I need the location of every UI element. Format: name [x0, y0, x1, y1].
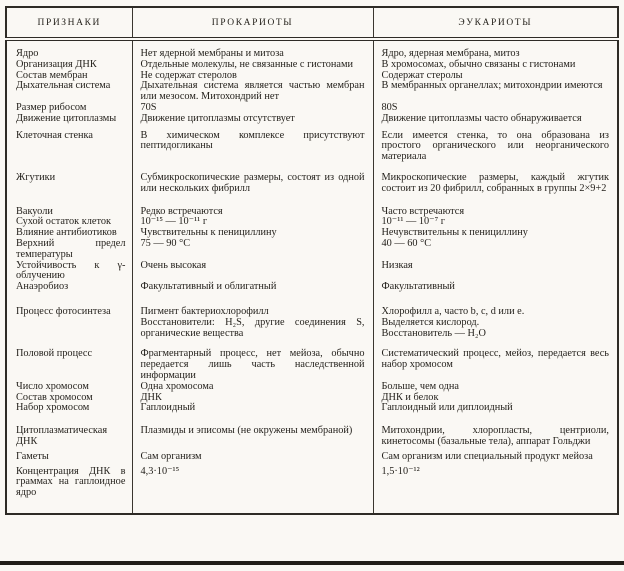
table-row — [6, 114, 618, 125]
table-row — [6, 39, 618, 60]
feature-cell: Число хромосом — [16, 380, 89, 392]
table-row — [6, 463, 618, 514]
prokaryote-cell: Гаплоидный — [132, 403, 373, 414]
feature-cell: Жгутики — [16, 171, 56, 183]
feature-cell: Организация ДНК — [16, 58, 97, 70]
column-header-features: ПРИЗНАКИ — [6, 7, 132, 39]
table-row — [6, 195, 618, 218]
feature-cell: Состав мембран — [16, 69, 88, 81]
feature-cell: Верхний предел температуры — [16, 237, 126, 260]
eukaryote-cell: ДНК и белок — [373, 393, 618, 404]
feature-cell: Состав хромосом — [16, 391, 93, 403]
cell-line: Выделяется кислород. — [381, 316, 480, 328]
eukaryote-cell: 80S — [373, 103, 618, 114]
table-row — [6, 414, 618, 448]
feature-cell: Размер рибосом — [16, 101, 87, 113]
feature-cell: Анаэробиоз — [16, 281, 69, 293]
feature-cell: Половой процесс — [16, 348, 93, 360]
feature-cell: Дыхательная система — [16, 80, 111, 92]
prokaryote-cell: Одна хромосома — [132, 382, 373, 393]
prokaryote-cell — [132, 293, 373, 339]
header-row — [6, 7, 618, 39]
prokaryote-cell: Редко встречаются — [132, 195, 373, 218]
eukaryote-cell: Нечувствительны к пенициллину — [373, 228, 618, 239]
prokaryote-cell: Отдельные молекулы, не связанные с гистонами — [132, 60, 373, 71]
feature-cell: Устойчивость к γ-облучению — [16, 259, 126, 282]
eukaryote-cell: Митохондрии, хлоропласты, центриоли, кинетосомы (базальные тела), аппарат Гольджи — [373, 414, 618, 448]
page-bottom-rule — [0, 561, 624, 565]
prokaryote-cell: 4,3·10⁻¹⁵ — [132, 463, 373, 514]
table-row — [6, 261, 618, 283]
feature-cell: Вакуоли — [16, 205, 53, 217]
prokaryote-cell: Плазмиды и эписомы (не окружены мембраной) — [132, 414, 373, 448]
column-header-eukaryotes: ЭУКАРИОТЫ — [373, 7, 618, 39]
prokaryote-cell: Субмикроскопические размеры, состоят из одной или нескольких фибрилл — [132, 163, 373, 195]
table-row — [6, 393, 618, 404]
table-row — [6, 163, 618, 195]
prokaryote-cell: Фрагментарный процесс, нет мейоза, обычно передается лишь часть наследственной информации — [132, 339, 373, 381]
cell-line: Восстановители: H₂S, другие соединения S, органические вещества — [140, 316, 365, 339]
prokaryote-cell: Чувствительны к пенициллину — [132, 228, 373, 239]
table-row — [6, 282, 618, 293]
column-header-prokaryotes: ПРОКАРИОТЫ — [132, 7, 373, 39]
table-row — [6, 339, 618, 381]
cell-line: Пигмент бактериохлорофилл — [140, 305, 269, 317]
prokaryote-cell: В химическом комплексе присутствуют пептидогликаны — [132, 125, 373, 163]
table-row — [6, 448, 618, 463]
feature-cell: Влияние антибиотиков — [16, 227, 117, 239]
feature-cell: Гаметы — [16, 450, 49, 462]
prokaryote-cell: Факультативный и облигатный — [132, 282, 373, 293]
table-row — [6, 81, 618, 103]
table-row — [6, 239, 618, 261]
prokaryote-cell: Движение цитоплазмы отсутствует — [132, 114, 373, 125]
eukaryote-cell: Гаплоидный или диплоидный — [373, 403, 618, 414]
table-row — [6, 125, 618, 163]
prokaryote-cell: Нет ядерной мембраны и митоза — [132, 39, 373, 60]
eukaryote-cell: Движение цитоплазмы часто обнаруживается — [373, 114, 618, 125]
feature-cell: Процесс фотосинтеза — [16, 305, 111, 317]
prokaryote-cell: 10⁻¹⁵ — 10⁻¹¹ г — [132, 217, 373, 228]
eukaryote-cell: Факультативный — [373, 282, 618, 293]
eukaryote-cell: Сам организм или специальный продукт мейоза — [373, 448, 618, 463]
prokaryote-cell: Сам организм — [132, 448, 373, 463]
eukaryote-cell: Содержат стеролы — [373, 71, 618, 82]
feature-cell: Клеточная стенка — [16, 129, 93, 141]
eukaryote-cell: Низкая — [373, 261, 618, 283]
prokaryote-cell: Не содержат стеролов — [132, 71, 373, 82]
feature-cell: Концентрация ДНК в граммах на гаплоидное ядро — [16, 465, 126, 499]
eukaryote-cell: Ядро, ядерная мембрана, митоз — [373, 39, 618, 60]
feature-cell: Цитоплазматическая ДНК — [16, 425, 108, 447]
table-row — [6, 403, 618, 414]
eukaryote-cell: 1,5·10⁻¹² — [373, 463, 618, 514]
eukaryote-cell — [373, 293, 618, 339]
feature-cell: Набор хромосом — [16, 402, 90, 414]
table-row — [6, 60, 618, 71]
prokaryote-cell: Дыхательная система является частью мембран или мезосом. Митохондрий нет — [132, 81, 373, 103]
eukaryote-cell: В мембранных органеллах; митохондрии имеются — [373, 81, 618, 103]
eukaryote-cell: Больше, чем одна — [373, 382, 618, 393]
table-row — [6, 382, 618, 393]
table-row — [6, 293, 618, 339]
eukaryote-cell: В хромосомах, обычно связаны с гистонами — [373, 60, 618, 71]
eukaryote-cell: 40 — 60 °C — [373, 239, 618, 261]
prokaryote-cell: 70S — [132, 103, 373, 114]
eukaryote-cell: Систематический процесс, мейоз, передается весь набор хромосом — [373, 339, 618, 381]
eukaryote-cell: Микроскопические размеры, каждый жгутик состоит из 20 фибрилл, собранных в группы 2×9+2 — [373, 163, 618, 195]
feature-cell: Ядро — [16, 48, 39, 59]
prokaryote-cell: Очень высокая — [132, 261, 373, 283]
prokaryote-cell: ДНК — [132, 393, 373, 404]
eukaryote-cell: Часто встречаются — [373, 195, 618, 218]
eukaryote-cell: Если имеется стенка, то она образована из простого органического или неорганического материала — [373, 125, 618, 163]
feature-cell: Движение цитоплазмы — [16, 112, 117, 124]
prokaryote-eukaryote-comparison-table — [5, 6, 619, 515]
cell-line: Хлорофилл a, часто b, c, d или e. — [381, 305, 525, 317]
cell-line: Восстановитель — H₂O — [381, 327, 486, 339]
eukaryote-cell: 10⁻¹¹ — 10⁻⁷ г — [373, 217, 618, 228]
feature-cell: Сухой остаток клеток — [16, 216, 111, 228]
prokaryote-cell: 75 — 90 °C — [132, 239, 373, 261]
